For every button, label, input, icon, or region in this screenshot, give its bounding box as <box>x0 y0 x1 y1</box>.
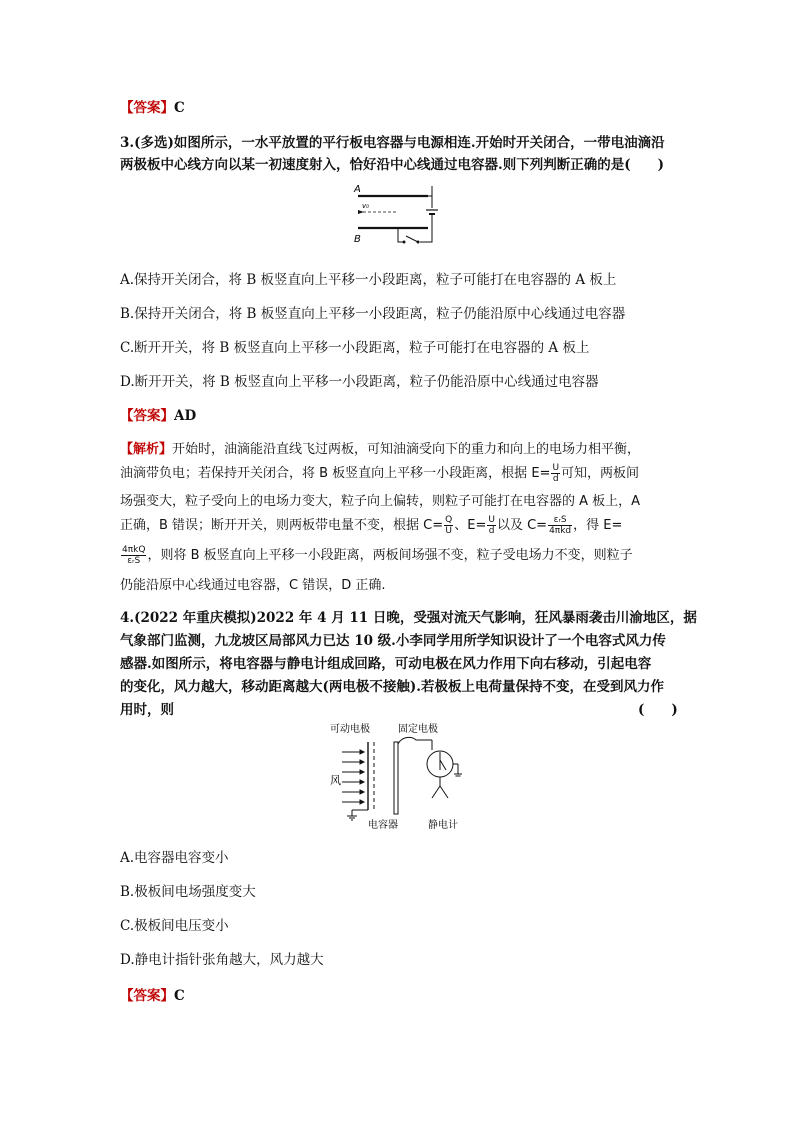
analysis-text-2a: 油滴带负电；若保持开关闭合，将 B 板竖直向上平移一小段距离，根据 E= <box>120 466 551 481</box>
analysis-text-4b: 、E= <box>454 518 487 533</box>
analysis-line-2 <box>120 462 639 484</box>
fraction-num: 4πkQ <box>122 545 146 555</box>
analysis-line-6: 仍能沿原中心线通过电容器，C 错误，D 正确. <box>120 578 386 593</box>
q3-circuit-figure <box>348 180 448 252</box>
fraction-u-over-d-2 <box>487 515 496 536</box>
q3-fig-label-a: A <box>354 184 361 195</box>
answer-q3 <box>120 404 196 424</box>
analysis-text-4c: 以及 C= <box>496 518 548 533</box>
fraction-q-over-u <box>444 515 453 536</box>
answer-tag: 【答案】 <box>120 988 174 1004</box>
q4-option-a: A.电容器电容变小 <box>120 850 229 866</box>
q4-line-2: 气象部门监测，九龙坡区局部风力已达 10 级.小李同学用所学知识设计了一个电容式风力传 <box>120 633 666 649</box>
analysis-line-4 <box>120 514 622 536</box>
analysis-line-3: 场强变大，粒子受向上的电场力变大，粒子向上偏转，则粒子可能打在电容器的 A 板上，A <box>120 494 641 509</box>
fraction-den: d <box>488 526 495 536</box>
fraction-den: U <box>445 526 452 536</box>
answer-1 <box>120 96 185 116</box>
fraction-u-over-d <box>551 463 560 484</box>
analysis-text-4a: 正确，B 错误；断开开关，则两板带电量不变，根据 C= <box>120 518 444 533</box>
answer-1-value: C <box>174 100 185 116</box>
fraction-num: εᵣS <box>548 515 572 526</box>
q4-line-4: 的变化，风力越大，移动距离越大(两电极不接触).若极板上电荷量保持不变，在受到风力作 <box>120 679 664 695</box>
fraction-num: Q <box>445 515 453 525</box>
q4-fig-fixed-label: 固定电极 <box>398 724 438 735</box>
q4-fig-capacitor-label: 电容器 <box>368 820 398 831</box>
analysis-text-2b: 可知，两板间 <box>561 466 640 481</box>
q3-option-a: A.保持开关闭合，将 B 板竖直向上平移一小段距离，粒子可能打在电容器的 A 板上 <box>120 272 617 288</box>
q4-sensor-figure <box>320 718 480 833</box>
q4-answer-paren: ( ) <box>638 702 678 718</box>
q3-option-b: B.保持开关闭合，将 B 板竖直向上平移一小段距离，粒子仍能沿原中心线通过电容器 <box>120 306 626 322</box>
analysis-line-1 <box>120 438 640 457</box>
fraction-num: U <box>488 515 495 525</box>
fraction-den: 4πkd <box>549 526 572 536</box>
answer-tag: 【答案】 <box>120 408 174 424</box>
answer-q4-value: C <box>174 988 185 1004</box>
fraction-4pikq-over-es <box>121 545 146 566</box>
fraction-num: U <box>552 463 560 473</box>
analysis-text-4d: ，得 E= <box>573 518 623 533</box>
q4-line-3: 感器.如图所示，将电容器与静电计组成回路，可动电极在风力作用下向右移动，引起电容 <box>120 656 652 672</box>
q4-fig-movable-label: 可动电极 <box>330 724 370 735</box>
q3-option-d: D.断开开关，将 B 板竖直向上平移一小段距离，粒子仍能沿原中心线通过电容器 <box>120 374 599 390</box>
analysis-text-5: ，则将 B 板竖直向上平移一小段距离，两板间场强不变，粒子受电场力不变，则粒子 <box>147 548 633 563</box>
answer-q4 <box>120 984 185 1004</box>
fraction-den: d <box>552 474 559 484</box>
q4-option-d: D.静电计指针张角越大，风力越大 <box>120 952 324 968</box>
q4-line-5: 用时，则 <box>120 702 174 718</box>
analysis-text-1: 开始时，油滴能沿直线飞过两板，可知油滴受向下的重力和向上的电场力相平衡， <box>172 442 641 457</box>
analysis-tag: 【解析】 <box>120 442 173 457</box>
analysis-line-5 <box>120 544 633 566</box>
answer-tag: 【答案】 <box>120 100 174 116</box>
fraction-es-over-4pikd <box>548 515 572 536</box>
fraction-den: εᵣS <box>127 556 141 566</box>
q4-fig-electrometer-label: 静电计 <box>428 820 458 831</box>
q3-fig-label-b: B <box>354 234 361 245</box>
q3-option-c: C.断开开关，将 B 板竖直向上平移一小段距离，粒子可能打在电容器的 A 板上 <box>120 340 590 356</box>
q4-fig-wind-label: 风 <box>330 774 341 787</box>
q3-line-2: 两极板中心线方向以某一初速度射入，恰好沿中心线通过电容器.则下列判断正确的是( ) <box>120 157 664 173</box>
answer-q3-value: AD <box>174 408 197 424</box>
q3-line-1: 3.(多选)如图所示，一水平放置的平行板电容器与电源相连.开始时开关闭合，一带电油滴沿 <box>120 135 665 151</box>
q4-line-1: 4.(2022 年重庆模拟)2022 年 4 月 11 日晚，受强对流天气影响，狂风暴雨袭击川渝地区，据 <box>120 610 697 626</box>
q4-option-c: C.极板间电压变小 <box>120 918 229 934</box>
q3-fig-label-v: v₀ <box>362 202 369 210</box>
q4-option-b: B.极板间电场强度变大 <box>120 884 256 900</box>
